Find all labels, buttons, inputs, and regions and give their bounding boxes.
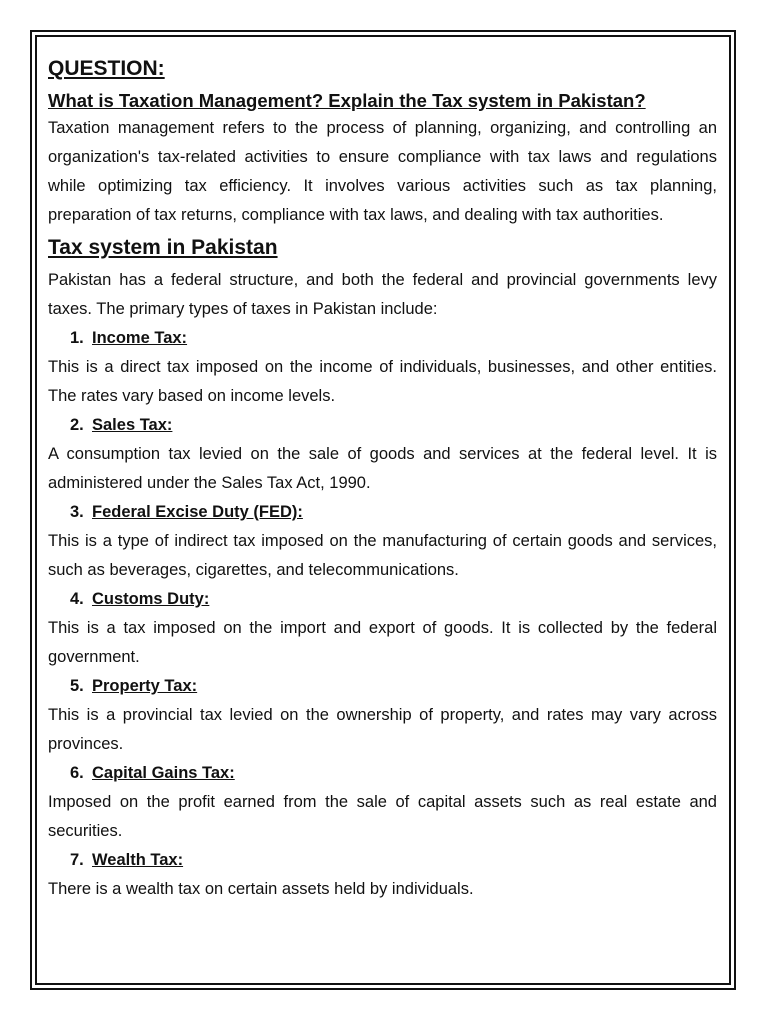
tax-item-heading xyxy=(48,672,717,701)
tax-item-text: This is a provincial tax levied on the ownership of property, and rates may vary across provinces. xyxy=(48,706,717,753)
tax-item-label: Sales Tax: xyxy=(92,416,173,434)
tax-item xyxy=(48,585,717,672)
tax-item-number: 2. xyxy=(70,416,84,434)
intro-paragraph: Taxation management refers to the process of planning, organizing, and controlling an organization's tax-related activities to ensure compliance with tax laws and regulations while optimizing tax efficiency. It involves various activities such as tax planning, preparation of tax returns, compliance with tax laws, and dealing with tax authorities. xyxy=(48,119,717,224)
tax-item-label: Property Tax: xyxy=(92,677,198,695)
tax-item xyxy=(48,672,717,759)
tax-item-label: Customs Duty: xyxy=(92,590,210,608)
tax-item xyxy=(48,759,717,846)
tax-item-number: 7. xyxy=(70,851,84,869)
tax-item-text: Imposed on the profit earned from the sale of capital assets such as real estate and securities. xyxy=(48,793,717,840)
tax-item-heading xyxy=(48,498,717,527)
page-border-inner xyxy=(35,35,731,985)
tax-item-text: A consumption tax levied on the sale of goods and services at the federal level. It is administered under the Sales Tax Act, 1990. xyxy=(48,445,717,492)
tax-item-number: 4. xyxy=(70,590,84,608)
section-heading: Tax system in Pakistan xyxy=(48,236,278,259)
page-border-outer xyxy=(30,30,736,990)
tax-item-label: Wealth Tax: xyxy=(92,851,184,869)
tax-item-text: This is a type of indirect tax imposed on the manufacturing of certain goods and services, such as beverages, cigarettes, and telecommunications. xyxy=(48,532,717,579)
tax-item-label: Income Tax: xyxy=(92,329,188,347)
tax-item-label: Capital Gains Tax: xyxy=(92,764,235,782)
tax-item-number: 3. xyxy=(70,503,84,521)
tax-item xyxy=(48,498,717,585)
tax-item-text: This is a tax imposed on the import and export of goods. It is collected by the federal government. xyxy=(48,619,717,666)
section-intro-paragraph: Pakistan has a federal structure, and both the federal and provincial governments levy taxes. The primary types of taxes in Pakistan include: xyxy=(48,271,717,318)
tax-item-number: 1. xyxy=(70,329,84,347)
question-heading: What is Taxation Management? Explain the Tax system in Pakistan? xyxy=(48,90,646,111)
tax-item xyxy=(48,411,717,498)
tax-item-heading xyxy=(48,324,717,353)
tax-item-heading xyxy=(48,846,717,875)
tax-item-heading xyxy=(48,585,717,614)
tax-item-heading xyxy=(48,411,717,440)
tax-item-text: There is a wealth tax on certain assets held by individuals. xyxy=(48,880,474,898)
tax-item-number: 5. xyxy=(70,677,84,695)
tax-item xyxy=(48,324,717,411)
tax-item-text: This is a direct tax imposed on the income of individuals, businesses, and other entities. The rates vary based on income levels. xyxy=(48,358,717,405)
tax-item-label: Federal Excise Duty (FED): xyxy=(92,503,303,521)
tax-item-heading xyxy=(48,759,717,788)
tax-item-number: 6. xyxy=(70,764,84,782)
page-title: QUESTION: xyxy=(48,57,165,80)
tax-item xyxy=(48,846,717,904)
